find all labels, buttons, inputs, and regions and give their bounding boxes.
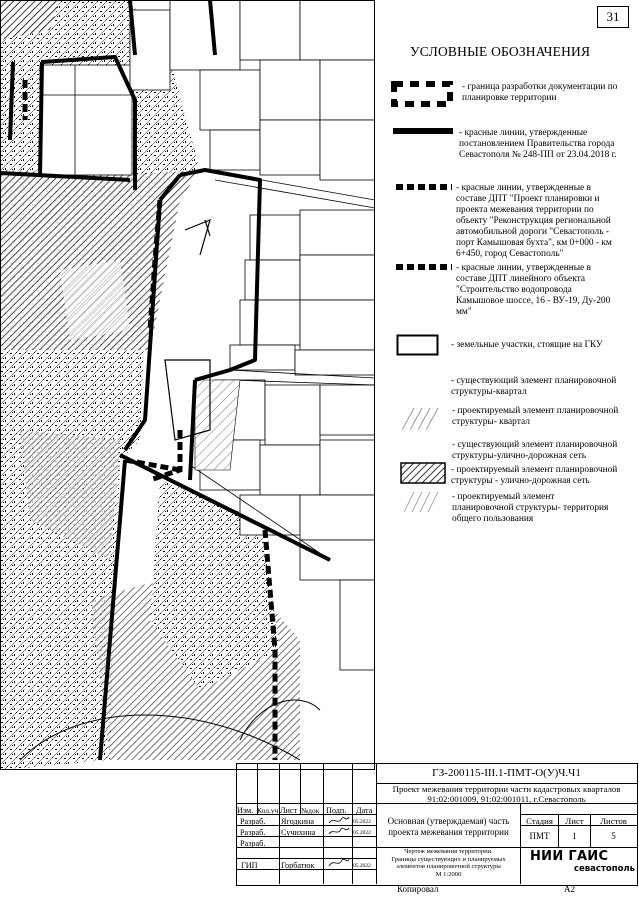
sheets-label: Листов: [600, 816, 627, 826]
light-hatch-icon-2: [402, 490, 450, 514]
dashed-boundary-icon: [390, 80, 456, 108]
header-podp: Подп.: [326, 806, 347, 815]
cadastral-map: [0, 0, 375, 770]
legend-item-1: - красные линии, утвержденные постановлением Правительства города Севастополя № 248-ПП от 23.04.2018 г.: [459, 128, 617, 160]
dense-hatch-box-icon: [400, 462, 446, 484]
sheet-value: 1: [572, 831, 577, 841]
legend-item-9: - проектируемый элемент планировочной структуры- территория общего пользования: [452, 492, 609, 524]
dashed-thick-line-icon: [396, 182, 454, 192]
page-number: 31: [597, 6, 629, 28]
date-3: 05.2022: [353, 863, 371, 869]
role-2: Разраб.: [240, 839, 266, 848]
legend-item-0: - граница разработки документации по планировке территории: [462, 82, 618, 103]
section-title: Основная (утверждаемая) часть проекта межевания территории: [387, 816, 510, 837]
legend-item-4: - земельные участки, стоящие на ГКУ: [451, 340, 603, 350]
legend-title: УСЛОВНЫЕ ОБОЗНАЧЕНИЯ: [410, 44, 591, 59]
header-izm: Изм.: [237, 806, 254, 815]
sheet-label: Лист: [565, 816, 584, 826]
header-ndok: №док: [301, 806, 320, 815]
document-code: ГЗ-200115-III.1-ПМТ-О(У)Ч.Ч1: [432, 767, 581, 779]
company-logo: НИИ ГАИС: [530, 849, 609, 864]
header-list: Лист: [280, 806, 298, 815]
header-kol-uch: Кол.уч: [257, 806, 279, 815]
stage-value: ПМТ: [529, 831, 550, 841]
sheets-value: 5: [611, 831, 616, 841]
name-0: Ягодкина: [281, 817, 315, 826]
date-0: 05.2022: [353, 819, 371, 825]
role-3: ГИП: [241, 861, 258, 870]
name-1: Сучихина: [281, 828, 316, 837]
company-logo-sub: севастополь: [574, 864, 636, 874]
drawing-title: Чертеж межевания территории. Границы существующих и планируемых элементов планировочной структуры М 1:2000: [391, 848, 506, 878]
signatures: [326, 814, 352, 870]
legend-item-8: - проектируемый элемент планировочной структуры - улично-дорожная сеть: [451, 465, 618, 486]
role-1: Разраб.: [240, 828, 266, 837]
land-plot-rectangle-icon: [396, 334, 440, 358]
name-3: Горбатюк: [281, 861, 315, 870]
legend-item-2: - красные линии, утвержденные в составе ДПТ "Проект планировки и проекта межевания территории по объекту "Реконструкция региональной автомобильной дороги "Севастополь - порт Камышовая бухта", км 0+000 - км 6+450, город Севастополь": [456, 183, 612, 259]
legend-item-6: - проектируемый элемент планировочной структуры- квартал: [452, 406, 619, 427]
legend-item-7: - существующий элемент планировочной структуры-улично-дорожная сеть: [452, 440, 618, 461]
copied-label: Копировал: [397, 884, 439, 894]
header-data: Дата: [356, 806, 373, 815]
legend-item-3: - красные линии, утвержденные в составе ДПТ линейного объекта "Строительство водопровода Камышовое шоссе, 16 - ВУ-19, Ду-200 мм": [456, 263, 611, 317]
stage-label: Стадия: [526, 816, 553, 826]
role-0: Разраб.: [240, 817, 266, 826]
dashed-thick-line-icon-2: [396, 262, 454, 272]
light-hatch-icon: [400, 404, 450, 432]
format-label: А2: [564, 884, 575, 894]
project-name: Проект межевания территории части кадастровых кварталов 91:02:001009, 91:02:001011, г.Севастополь: [392, 784, 621, 804]
date-1: 05.2022: [353, 830, 371, 836]
thick-line-icon: [393, 126, 455, 136]
legend-item-5: - существующий элемент планировочной структуры-квартал: [451, 376, 617, 397]
